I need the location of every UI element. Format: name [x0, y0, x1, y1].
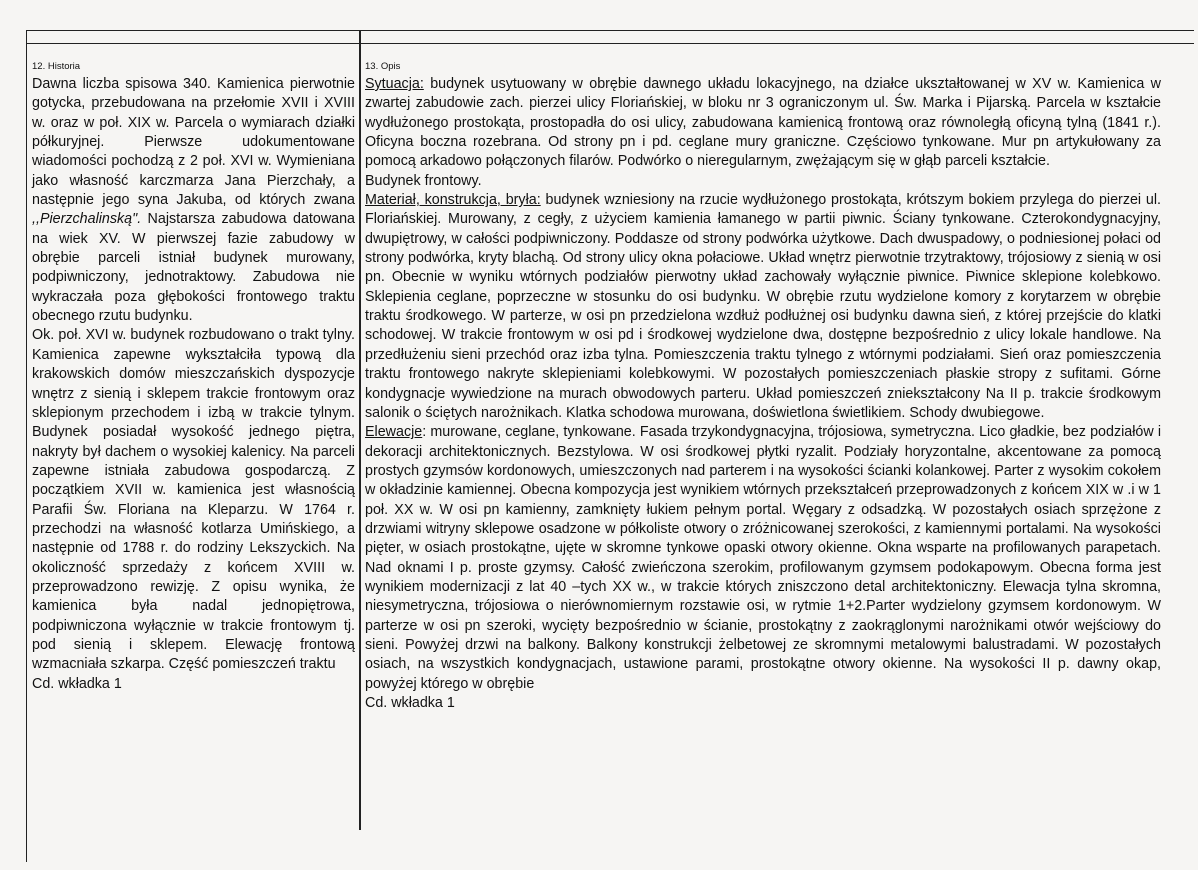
- historia-header: 12. Historia: [32, 61, 81, 72]
- historia-paragraph-2: Ok. poł. XVI w. budynek rozbudowano o trakt tylny. Kamienica zapewne wykształciła typową dla krakowskich domów mieszczańskich dyspozycje wnętrz z sienią i sklepem trakcie frontowym oraz sklepionym przechodem i izbą w trakcie tylnym. Budynek posiadał wysokość jednego piętra, nakryty był dachem o wysokiej kalenicy. Na parceli zapewne istniała zabudowa gospodarczą. Z początkiem XVII w. kamienica jest własnością Parafii Św. Floriana na Kleparzu. W 1764 r. przechodzi na własność kotlarza Umińskiego, a następnie od 1788 r. do rodziny Lekszyckich. Na okoliczność sprzedaży z końcem XVIII w. przeprowadzono rewizję. Z opisu wynika, że kamienica była nadal jednopiętrowa, podpiwniczona wyłącznie w trakcie frontowym tj. pod sienią i sklepem. Elewację frontową wzmacniała szkarpa. Część pomieszczeń traktu: [32, 327, 355, 673]
- elewacje-text: : murowane, ceglane, tynkowane. Fasada trzykondygnacyjna, trójosiowa, symetryczna. Lico gładkie, bez podziałów i dekoracji architektonicznych. Bezstylowa. W osi środkowej płytki ryzalit. Podziały horyzontalne, akcentowane za pomocą prostych gzymsów kordonowych, umieszczonych nad parterem i na wysokości ścianki kolankowej. Parter z wysokim cokołem w okładzinie kamiennej. Obecna kompozycja jest wynikiem wtórnych przekształceń przeprowadzonych z końcem XIX w .i w 1 poł. XX w. W osi pn kamienny, zamknięty łukiem pełnym portal. Węgary z odsadzką. W pozostałych osiach sprzężone z drzwiami witryny sklepowe osadzone w półkoliste otwory o zróżnicowanej szerokości, z kamiennymi portalami. Na wysokości pięter, w osiach prostokątne, ujęte w skromne tynkowe opaski otwory okienne. Okna wsparte na profilowanych parapetach. Nad oknami I p. proste gzymsy. Całość zwieńczona szerokim, profilowanym gzymsem podokapowym. Obecna forma jest wynikiem modernizacji z lat 40 –tych XX w., w trakcie których zniszczono detal architektoniczny. Elewacja tylna skromna, niesymetryczna, trójosiowa o nierównomiernym rozstawie osi, w rytmie 1+2.Parter wydzielony gzymsem kordonowym. W parterze w osi pn szeroki, wycięty bezpośrednio w ścianie, prostokątny z zaokrąglonymi narożnikami otwór wejściowy do sieni. Powyżej drzwi na balkony. Balkony konstrukcji żelbetowej ze skromnymi metalowymi balustradami. W pozostałych osiach, na wszystkich kondygnacjach, ustawione parami, prostokątne otwory okienne. Na wysokości II p. dawny okap, powyżej którego w obrębie: [365, 424, 1161, 692]
- material-label: Materiał, konstrukcja, bryła:: [365, 192, 541, 209]
- column-divider: [359, 30, 361, 830]
- opis-continuation: Cd. wkładka 1: [365, 695, 455, 711]
- historia-continuation: Cd. wkładka 1: [32, 675, 122, 692]
- opis-body: [365, 75, 1161, 713]
- opis-budynek-label: Budynek frontowy.: [365, 172, 482, 189]
- sytuacja-label: Sytuacja:: [365, 76, 424, 92]
- historia-text: Najstarsza zabudowa datowana na wiek XV. W pierwszej fazie zabudowy w obrębie parceli istniał budynek murowany, podpiwniczony, jednotraktowy. Zabudowa nie wykraczała poza głębokości frontowego traktu obecnego rzutu budynku.: [32, 211, 355, 325]
- historia-text: Dawna liczba spisowa 340. Kamienica pierwotnie gotycka, przebudowana na przełomie XVII i XVIII w. oraz w poł. XIX w. Parcela o wymiarach działki półkuryjnej. Pierwsze udokumentowane wiadomości pochodzą z 2 poł. XVI w. Wymieniana jako własność karczmarza Jana Pierzchały, a następnie jego syna Jakuba, od których zwana: [32, 76, 355, 209]
- opis-sytuacja: [365, 75, 1161, 172]
- elewacje-label: Elewacje: [365, 424, 423, 441]
- header-rule: [26, 43, 1194, 44]
- historia-body: [32, 75, 355, 694]
- opis-material: [365, 191, 1161, 423]
- historia-paragraph-1: [32, 75, 355, 326]
- sytuacja-text: budynek usytuowany w obrębie dawnego układu lokacyjnego, na działce ukształtowanej w XV w. Kamienica w zwartej zabudowie zach. pierzei ulicy Floriańskiej, w bloku nr 3 ograniczonym ul. Św. Marka i Pijarską. Parcela w kształcie wydłużonego prostokąta, prostopadła do osi ulicy, zabudowana kamienicą frontową oraz równoległą oficyną tylną (1841 r.). Oficyna boczna rozebrana. Od strony pn i pd. ceglane mury graniczne. Częściowo tynkowane. Mur pn artykułowany za pomocą arkadowo połączonych filarów. Podwórko o nieregularnym, zwężającym się w głąb parceli kształcie.: [365, 76, 1161, 170]
- opis-header: 13. Opis: [365, 61, 401, 72]
- historia-italic-name: ,,Pierzchalinską".: [32, 211, 142, 228]
- opis-elewacje: [365, 423, 1161, 694]
- material-text: budynek wzniesiony na rzucie wydłużonego prostokąta, krótszym bokiem przylega do pierzei ul. Floriańskiej. Murowany, z cegły, z użyciem kamienia łamanego w partii piwnic. Ściany tynkowane. Czterokondygnacyjny, dwupiętrowy, w całości podpiwniczony. Poddasze od strony podwórka użytkowe. Dach dwuspadowy, o podniesionej połaci od strony podwórka, kryty blachą. Od strony ulicy okna połaciowe. Układ wnętrz pierwotnie trzytraktowy, trójosiowy z sienią w osi pn. Obecnie w wyniku wtórnych podziałów pierwotny układ zachowały wyłącznie piwnice. Piwnice sklepione kolebkowo. Sklepienia ceglane, poprzeczne w stosunku do osi budynku. W obrębie rzutu wydzielone komory z korytarzem w obrębie traktu środkowego. W parterze, w osi pn przedzielona wzdłuż podłużnej osi budynku dawna sień, z której przejście do klatki schodowej. W trakcie frontowym w osi pd i środkowej wydzielone dwa, dostępne bezpośrednio z ulicy lokale handlowe. Na przedłużeniu sieni przechód oraz izba tylna. Pomieszczenia traktu tylnego z wtórnymi podziałami. Sień oraz pomieszczenia traktu frontowego nakryte sklepieniami kolebkowymi. W pozostałych pomieszczeniach płaskie stropy z sufitami. Górne kondygnacje wywiedzione na murach obwodowych parteru. Układ pomieszczeń zniekształcony Na II p. trakcie środkowym salonik o ściętych narożnikach. Klatka schodowa murowana, doświetlona świetlikiem. Schody dwubiegowe.: [365, 192, 1161, 421]
